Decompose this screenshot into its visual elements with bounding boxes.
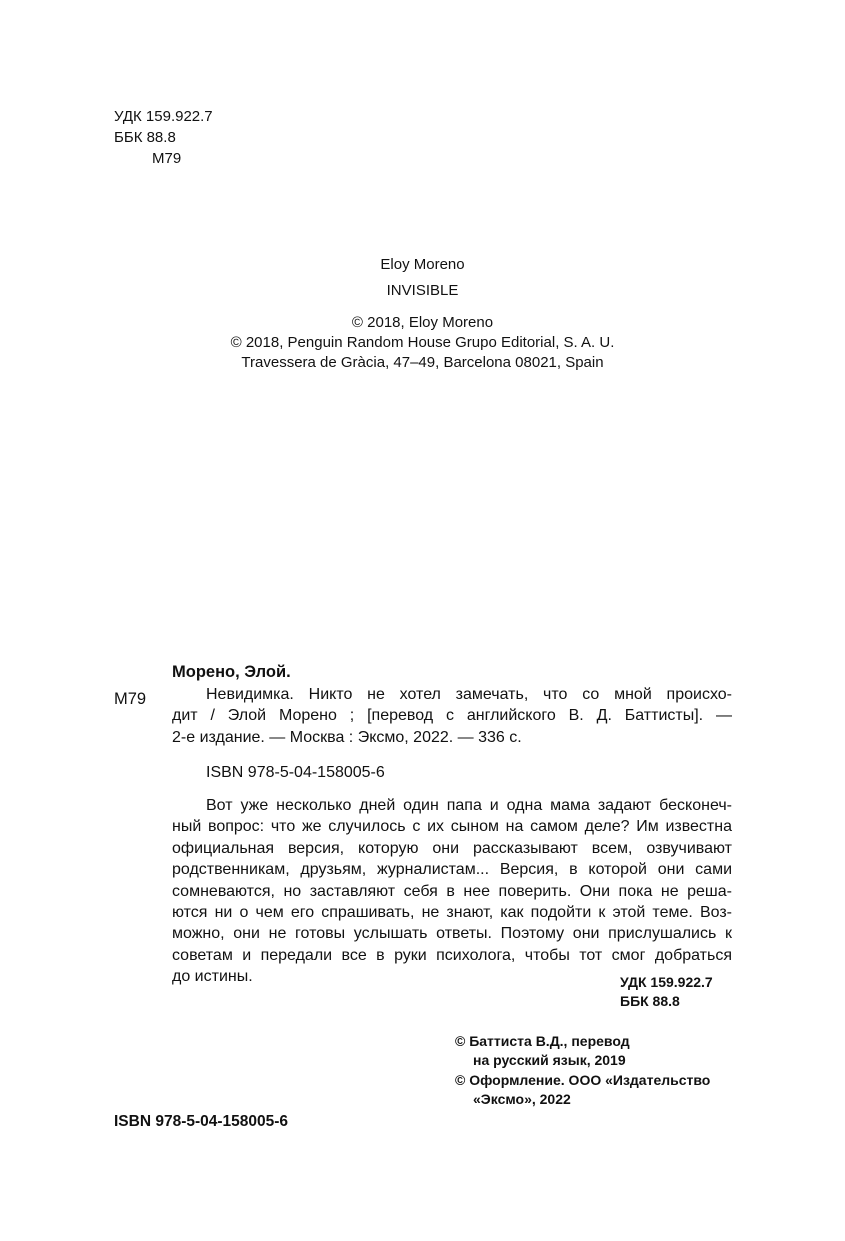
catalog-author-heading: Морено, Элой. <box>172 663 291 681</box>
catalog-isbn: ISBN 978-5-04-158005-6 <box>206 764 385 781</box>
catalog-entry-line: 2-е издание. — Москва : Эксмо, 2022. — 336 с. <box>172 728 522 746</box>
annotation-line: ются ни о чем его спрашивать, не знают, как подойти к этой теме. Воз- <box>172 903 732 921</box>
catalog-author-mark: М79 <box>114 690 147 708</box>
bbk-code-bottom: ББК 88.8 <box>620 993 680 1009</box>
catalog-entry <box>172 684 732 748</box>
rights-line: «Эксмо», 2022 <box>473 1091 571 1107</box>
original-author: Eloy Moreno <box>380 256 465 273</box>
annotation-line: сомневаются, но заставляют себя в нее поверить. Они пока не реша- <box>172 882 732 900</box>
annotation-line: можно, они не готовы услышать ответы. Поэтому они прислушались к <box>172 925 732 943</box>
rights-line: © Баттиста В.Д., перевод <box>455 1033 630 1049</box>
udk-code-top: УДК 159.922.7 <box>114 108 213 125</box>
original-title: INVISIBLE <box>386 282 459 299</box>
rights-line: © Оформление. ООО «Издательство <box>455 1072 711 1088</box>
author-mark-top: М79 <box>152 150 182 167</box>
original-copyright-line: Travessera de Gràcia, 47–49, Barcelona 08021, Spain <box>241 354 604 371</box>
annotation-line: советам и передали все в руки психолога, чтобы тот смог добраться <box>172 946 732 964</box>
annotation-line: до истины. <box>172 968 253 986</box>
catalog-entry-line: дит / Элой Морено ; [перевод с английского В. Д. Баттисты]. — <box>172 707 732 725</box>
book-annotation <box>172 795 732 988</box>
bbk-code-top: ББК 88.8 <box>114 129 176 146</box>
catalog-entry-line: Невидимка. Никто не хотел замечать, что со мной происхо- <box>206 686 732 703</box>
udk-code-bottom: УДК 159.922.7 <box>620 974 713 990</box>
annotation-line: родственникам, друзьям, журналистам... Версия, в которой они сами <box>172 861 732 879</box>
annotation-line: ный вопрос: что же случилось с их сыном на самом деле? Им известна <box>172 818 732 836</box>
original-copyright-line: © 2018, Eloy Moreno <box>351 314 494 331</box>
annotation-line: официальная версия, которую они рассказывают всем, озвучивают <box>172 839 732 857</box>
rights-line: на русский язык, 2019 <box>473 1052 626 1068</box>
annotation-line: Вот уже несколько дней один папа и одна мама задают бесконеч- <box>206 797 732 814</box>
footer-isbn: ISBN 978-5-04-158005-6 <box>114 1113 289 1130</box>
original-copyright-line: © 2018, Penguin Random House Grupo Editorial, S. A. U. <box>230 334 615 351</box>
